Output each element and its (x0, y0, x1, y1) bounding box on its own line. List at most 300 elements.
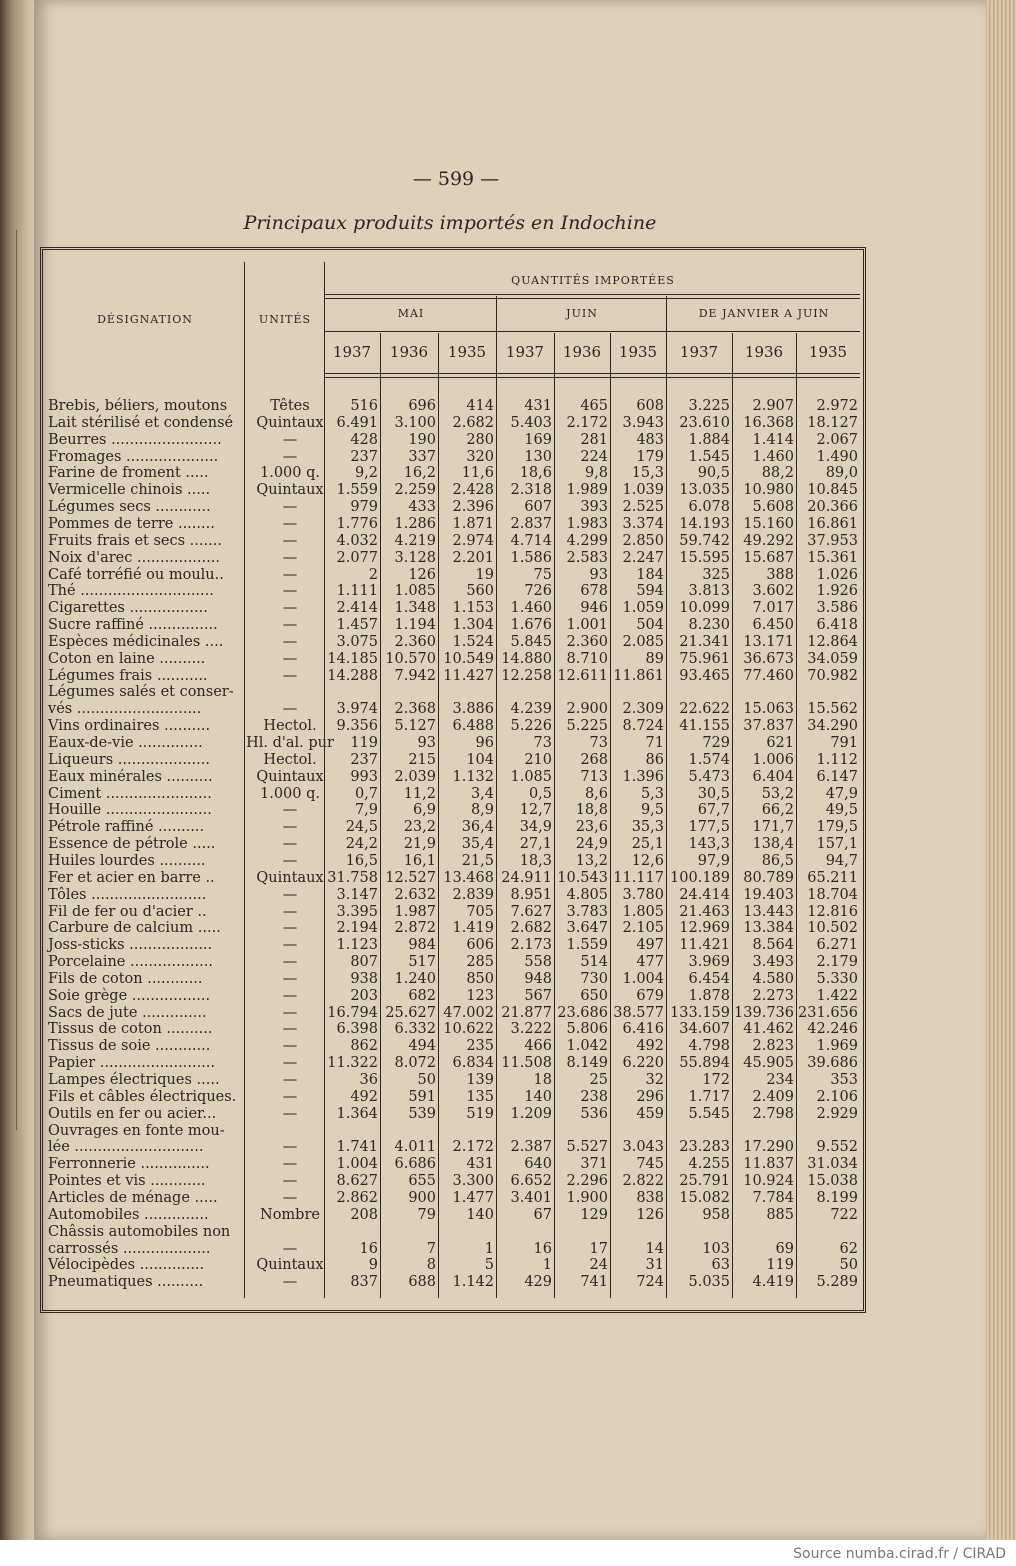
row-designation: Tissus de coton .......... (48, 1021, 213, 1038)
row-value: 235 (466, 1038, 494, 1055)
row-value: 6.686 (394, 1156, 436, 1173)
row-value: 1.286 (394, 515, 436, 532)
row-value: 2.179 (816, 954, 858, 971)
row-unit: — (282, 532, 298, 549)
row-value: 16.794 (327, 1004, 378, 1021)
row-value: 47.002 (443, 1004, 494, 1021)
row-designation: Fruits frais et secs ....... (48, 532, 222, 549)
row-value: 2.085 (622, 633, 664, 650)
row-unit: — (282, 1105, 298, 1122)
table-row (44, 617, 860, 634)
row-designation: Essence de pétrole ..... (48, 836, 216, 853)
row-value: 15.082 (679, 1189, 730, 1206)
row-value: 14.288 (327, 667, 378, 684)
row-value: 21.877 (501, 1004, 552, 1021)
row-value: 2.172 (566, 414, 608, 431)
row-value: 1.457 (336, 617, 378, 634)
row-value: 172 (702, 1072, 730, 1088)
row-value: 9,8 (584, 465, 608, 482)
row-value: 838 (636, 1189, 664, 1206)
row-value: 2.929 (816, 1105, 858, 1122)
row-designation: Sacs de jute .............. (48, 1004, 207, 1021)
row-value: 18,6 (519, 465, 552, 482)
table-row (44, 1021, 860, 1038)
row-unit: — (282, 1139, 298, 1156)
row-unit: — (282, 1021, 298, 1038)
row-value: 123 (466, 987, 494, 1004)
row-value: 12,6 (631, 852, 664, 869)
row-value: 4.219 (394, 532, 436, 549)
row-value: 130 (524, 448, 552, 465)
row-value: 3.300 (452, 1173, 494, 1190)
table-row (44, 651, 860, 668)
row-value: 2.360 (566, 633, 608, 650)
row-value: 8 (426, 1257, 436, 1274)
row-unit: — (282, 819, 298, 836)
row-designation: Pommes de terre ........ (48, 515, 215, 532)
row-value: 1.460 (752, 448, 794, 465)
row-value: 171,7 (752, 819, 794, 836)
row-value: 429 (524, 1274, 552, 1291)
row-unit: — (282, 515, 298, 532)
row-value: 3.128 (394, 549, 436, 566)
row-value: 11.837 (743, 1156, 794, 1173)
row-value: 1.900 (566, 1189, 608, 1206)
row-designation: Cigarettes ................. (48, 600, 208, 617)
row-unit: — (282, 650, 298, 667)
row-value: 238 (580, 1088, 608, 1105)
row-designation: Eaux minérales .......... (48, 768, 213, 785)
row-value: 50 (417, 1072, 436, 1088)
row-unit: — (282, 1156, 298, 1173)
row-value: 6.454 (688, 970, 730, 987)
row-value: 414 (466, 398, 494, 414)
row-value: 23,6 (575, 819, 608, 836)
row-value: 21,9 (403, 836, 436, 853)
table-row (44, 499, 860, 516)
row-designation: Pétrole raffiné .......... (48, 819, 205, 836)
row-value: 16.368 (743, 414, 794, 431)
header-rule (324, 331, 860, 332)
row-value: 650 (580, 987, 608, 1004)
row-value: 12.864 (807, 633, 858, 650)
row-value: 3.602 (752, 583, 794, 600)
row-value: 23.686 (557, 1004, 608, 1021)
row-value: 6.147 (816, 768, 858, 785)
row-value: 1.676 (510, 617, 552, 634)
row-value: 25.791 (679, 1173, 730, 1190)
row-value: 3.813 (688, 583, 730, 600)
row-value: 47,9 (825, 785, 858, 802)
row-value: 4.011 (394, 1139, 436, 1156)
row-value: 5.035 (688, 1274, 730, 1291)
row-value: 4.798 (688, 1038, 730, 1055)
row-unit: — (282, 937, 298, 954)
row-value: 119 (350, 735, 378, 751)
table-row (44, 465, 860, 482)
row-value: 621 (766, 735, 794, 751)
row-value: 1.422 (816, 987, 858, 1004)
row-value: 65.211 (807, 869, 858, 886)
row-value: 38.577 (613, 1004, 664, 1021)
row-value: 15.361 (807, 549, 858, 566)
row-value: 2.682 (510, 920, 552, 937)
row-value: 55.894 (679, 1055, 730, 1072)
row-value: 37.953 (807, 532, 858, 549)
row-value: 726 (524, 583, 552, 600)
row-designation: vés ........................... (48, 701, 202, 718)
row-value: 3.225 (688, 398, 730, 414)
row-designation: Légumes frais ........... (48, 667, 208, 684)
row-value: 2.360 (394, 633, 436, 650)
row-value: 837 (350, 1274, 378, 1291)
row-value: 14 (645, 1240, 664, 1257)
row-value: 885 (766, 1206, 794, 1223)
row-value: 1.871 (452, 515, 494, 532)
row-value: 3.943 (622, 414, 664, 431)
row-value: 75.961 (679, 650, 730, 667)
year-header: 1935 (447, 343, 487, 361)
row-value: 2.387 (510, 1139, 552, 1156)
row-unit: — (282, 970, 298, 987)
row-unit: — (282, 1274, 298, 1291)
row-value: 169 (524, 431, 552, 448)
row-unit: — (282, 600, 298, 617)
row-value: 1.559 (336, 482, 378, 499)
row-value: 536 (580, 1105, 608, 1122)
row-unit: — (282, 1072, 298, 1088)
row-value: 21,5 (461, 852, 494, 869)
table-row (44, 887, 860, 904)
row-value: 73 (589, 735, 608, 751)
row-unit: — (282, 1038, 298, 1055)
row-unit: Hectol. (263, 751, 317, 768)
row-value: 32 (645, 1072, 664, 1088)
row-value: 3.222 (510, 1021, 552, 1038)
row-value: 237 (350, 448, 378, 465)
row-value: 15.595 (679, 549, 730, 566)
row-value: 2.872 (394, 920, 436, 937)
row-value: 6.416 (622, 1021, 664, 1038)
row-value: 8,9 (470, 802, 494, 819)
row-value: 3.100 (394, 414, 436, 431)
row-value: 492 (350, 1088, 378, 1105)
row-value: 2.632 (394, 886, 436, 903)
row-unit: Hectol. (263, 718, 317, 735)
table-row (44, 735, 860, 752)
row-value: 90,5 (697, 465, 730, 482)
row-value: 179,5 (816, 819, 858, 836)
table-row (44, 937, 860, 954)
row-value: 2.106 (816, 1088, 858, 1105)
row-value: 17 (589, 1240, 608, 1257)
row-value: 13.468 (443, 869, 494, 886)
row-value: 516 (350, 398, 378, 414)
row-value: 2.201 (452, 549, 494, 566)
year-header: 1936 (389, 343, 429, 361)
row-value: 89,0 (825, 465, 858, 482)
row-designation: Joss-sticks .................. (48, 937, 213, 954)
row-unit: Têtes (270, 398, 310, 414)
row-designation: Outils en fer ou acier... (48, 1105, 217, 1122)
row-unit: — (282, 987, 298, 1004)
table-row (44, 786, 860, 803)
row-value: 35,4 (461, 836, 494, 853)
row-value: 6.491 (336, 414, 378, 431)
row-value: 6.078 (688, 499, 730, 516)
row-value: 18.704 (807, 886, 858, 903)
table-row (44, 853, 860, 870)
row-value: 8.627 (336, 1173, 378, 1190)
table-row (44, 634, 860, 651)
row-value: 483 (636, 431, 664, 448)
row-value: 2.822 (622, 1173, 664, 1190)
row-unit: — (282, 1189, 298, 1206)
row-value: 1.004 (336, 1156, 378, 1173)
row-value: 1 (542, 1257, 552, 1274)
row-value: 2.428 (452, 482, 494, 499)
row-value: 1.059 (622, 600, 664, 617)
row-unit: — (282, 499, 298, 516)
table-row (44, 1072, 860, 1089)
row-value: 353 (830, 1072, 858, 1088)
row-value: 71 (645, 735, 664, 751)
row-value: 16 (533, 1240, 552, 1257)
row-value: 268 (580, 751, 608, 768)
row-value: 39.686 (807, 1055, 858, 1072)
row-value: 5.226 (510, 718, 552, 735)
header-rule (324, 377, 860, 378)
row-designation: Tôles ......................... (48, 886, 207, 903)
table-row (44, 1241, 860, 1258)
row-designation: Farine de froment ..... (48, 465, 209, 482)
row-value: 900 (408, 1189, 436, 1206)
row-value: 36.673 (743, 650, 794, 667)
row-value: 1.559 (566, 937, 608, 954)
row-value: 5.527 (566, 1139, 608, 1156)
table-row (44, 701, 860, 718)
row-value: 5.127 (394, 718, 436, 735)
row-value: 1.026 (816, 566, 858, 583)
row-value: 9,5 (640, 802, 664, 819)
row-value: 1.006 (752, 751, 794, 768)
row-designation: Pointes et vis ............ (48, 1173, 206, 1190)
row-unit: — (282, 1004, 298, 1021)
table-row (44, 1257, 860, 1274)
row-value: 1.240 (394, 970, 436, 987)
table-row (44, 769, 860, 786)
row-value: 655 (408, 1173, 436, 1190)
row-value: 96 (475, 735, 494, 751)
row-designation: Carbure de calcium ..... (48, 920, 221, 937)
row-value: 93 (417, 735, 436, 751)
row-value: 608 (636, 398, 664, 414)
row-value: 21.463 (679, 903, 730, 920)
row-value: 2.974 (452, 532, 494, 549)
row-value: 18,8 (575, 802, 608, 819)
row-designation: Beurres ........................ (48, 431, 222, 448)
row-value: 688 (408, 1274, 436, 1291)
row-value: 16 (359, 1240, 378, 1257)
row-value: 296 (636, 1088, 664, 1105)
row-value: 10.980 (743, 482, 794, 499)
row-value: 2.850 (622, 532, 664, 549)
row-value: 23.610 (679, 414, 730, 431)
row-value: 73 (533, 735, 552, 751)
header-unites: UNITÉS (258, 313, 312, 326)
row-value: 519 (466, 1105, 494, 1122)
row-value: 12.816 (807, 903, 858, 920)
table-row (44, 1190, 860, 1207)
row-value: 1.460 (510, 600, 552, 617)
row-value: 2.105 (622, 920, 664, 937)
row-value: 16,1 (403, 852, 436, 869)
row-value: 459 (636, 1105, 664, 1122)
row-value: 729 (702, 735, 730, 751)
row-value: 4.239 (510, 701, 552, 718)
header-designation: DÉSIGNATION (97, 313, 193, 326)
row-value: 2.172 (452, 1139, 494, 1156)
row-value: 190 (408, 431, 436, 448)
row-value: 15.562 (807, 701, 858, 718)
table-row (44, 415, 860, 432)
row-value: 23,2 (403, 819, 436, 836)
row-value: 979 (350, 499, 378, 516)
row-value: 8.230 (688, 617, 730, 634)
row-value: 139 (466, 1072, 494, 1088)
row-unit: 1.000 q. (259, 785, 320, 802)
row-value: 2.823 (752, 1038, 794, 1055)
row-value: 1.132 (452, 768, 494, 785)
row-value: 1.085 (394, 583, 436, 600)
source-credit: Source numba.cirad.fr / CIRAD (793, 1546, 1006, 1562)
row-unit: — (282, 566, 298, 583)
row-value: 3.974 (336, 701, 378, 718)
row-value: 2.409 (752, 1088, 794, 1105)
row-value: 14.193 (679, 515, 730, 532)
row-designation: Lampes électriques ..... (48, 1072, 220, 1088)
row-value: 1.364 (336, 1105, 378, 1122)
row-value: 791 (830, 735, 858, 751)
row-value: 215 (408, 751, 436, 768)
row-value: 4.255 (688, 1156, 730, 1173)
row-value: 17.290 (743, 1139, 794, 1156)
row-designation: Vélocipèdes .............. (48, 1257, 205, 1274)
row-value: 231.656 (798, 1004, 858, 1021)
row-value: 10.099 (679, 600, 730, 617)
row-designation: Soie grège ................. (48, 987, 211, 1004)
row-value: 388 (766, 566, 794, 583)
row-value: 63 (711, 1257, 730, 1274)
table-row (44, 449, 860, 466)
row-value: 13,2 (575, 852, 608, 869)
row-value: 3.374 (622, 515, 664, 532)
row-value: 2.972 (816, 398, 858, 414)
row-value: 2.368 (394, 701, 436, 718)
row-value: 6.332 (394, 1021, 436, 1038)
table-row (44, 904, 860, 921)
row-unit: Nombre (260, 1206, 320, 1223)
row-value: 75 (533, 566, 552, 583)
row-value: 11,2 (403, 785, 436, 802)
row-value: 9.552 (816, 1139, 858, 1156)
row-designation: Houille ....................... (48, 802, 212, 819)
row-value: 713 (580, 768, 608, 785)
table-row (44, 920, 860, 937)
row-value: 2.839 (452, 886, 494, 903)
row-value: 850 (466, 970, 494, 987)
row-value: 24 (589, 1257, 608, 1274)
row-value: 946 (580, 600, 608, 617)
row-value: 1.396 (622, 768, 664, 785)
row-value: 6.488 (452, 718, 494, 735)
row-value: 31 (645, 1257, 664, 1274)
row-designation: Vermicelle chinois ..... (48, 482, 211, 499)
row-value: 138,4 (752, 836, 794, 853)
row-designation: Espèces médicinales .... (48, 633, 224, 650)
row-value: 208 (350, 1206, 378, 1223)
page-title: Principaux produits importés en Indochine (243, 212, 657, 234)
table-row (44, 668, 860, 685)
row-unit: — (282, 1240, 298, 1257)
table-row (44, 1156, 860, 1173)
row-value: 12.527 (385, 869, 436, 886)
row-value: 6.398 (336, 1021, 378, 1038)
row-value: 594 (636, 583, 664, 600)
row-value: 2.309 (622, 701, 664, 718)
table-row (44, 516, 860, 533)
row-unit: — (282, 1088, 298, 1105)
table-row (44, 802, 860, 819)
row-value: 5.473 (688, 768, 730, 785)
row-value: 140 (524, 1088, 552, 1105)
row-value: 1.304 (452, 617, 494, 634)
row-value: 371 (580, 1156, 608, 1173)
row-value: 591 (408, 1088, 436, 1105)
row-designation: Noix d'arec .................. (48, 549, 220, 566)
row-value: 10.502 (807, 920, 858, 937)
row-value: 21.341 (679, 633, 730, 650)
row-designation: lée ............................ (48, 1139, 204, 1156)
row-value: 31.034 (807, 1156, 858, 1173)
row-value: 7 (426, 1240, 436, 1257)
year-header: 1935 (618, 343, 658, 361)
row-unit: Quintaux (256, 414, 324, 431)
row-value: 281 (580, 431, 608, 448)
row-value: 13.171 (743, 633, 794, 650)
row-value: 139.736 (734, 1004, 794, 1021)
row-value: 14.880 (501, 650, 552, 667)
row-value: 11.427 (443, 667, 494, 684)
row-value: 1.348 (394, 600, 436, 617)
row-value: 34.290 (807, 718, 858, 735)
year-header: 1935 (808, 343, 848, 361)
row-value: 6,9 (412, 802, 436, 819)
row-value: 5.289 (816, 1274, 858, 1291)
row-designation: Coton en laine .......... (48, 650, 206, 667)
row-value: 5.845 (510, 633, 552, 650)
row-unit: — (282, 1173, 298, 1190)
row-value: 34.607 (679, 1021, 730, 1038)
row-value: 45.905 (743, 1055, 794, 1072)
row-value: 984 (408, 937, 436, 954)
page-number: — 599 — (412, 168, 500, 190)
row-value: 16,2 (403, 465, 436, 482)
row-value: 477 (636, 954, 664, 971)
row-value: 13.443 (743, 903, 794, 920)
row-unit: — (282, 954, 298, 971)
table-row (44, 1089, 860, 1106)
